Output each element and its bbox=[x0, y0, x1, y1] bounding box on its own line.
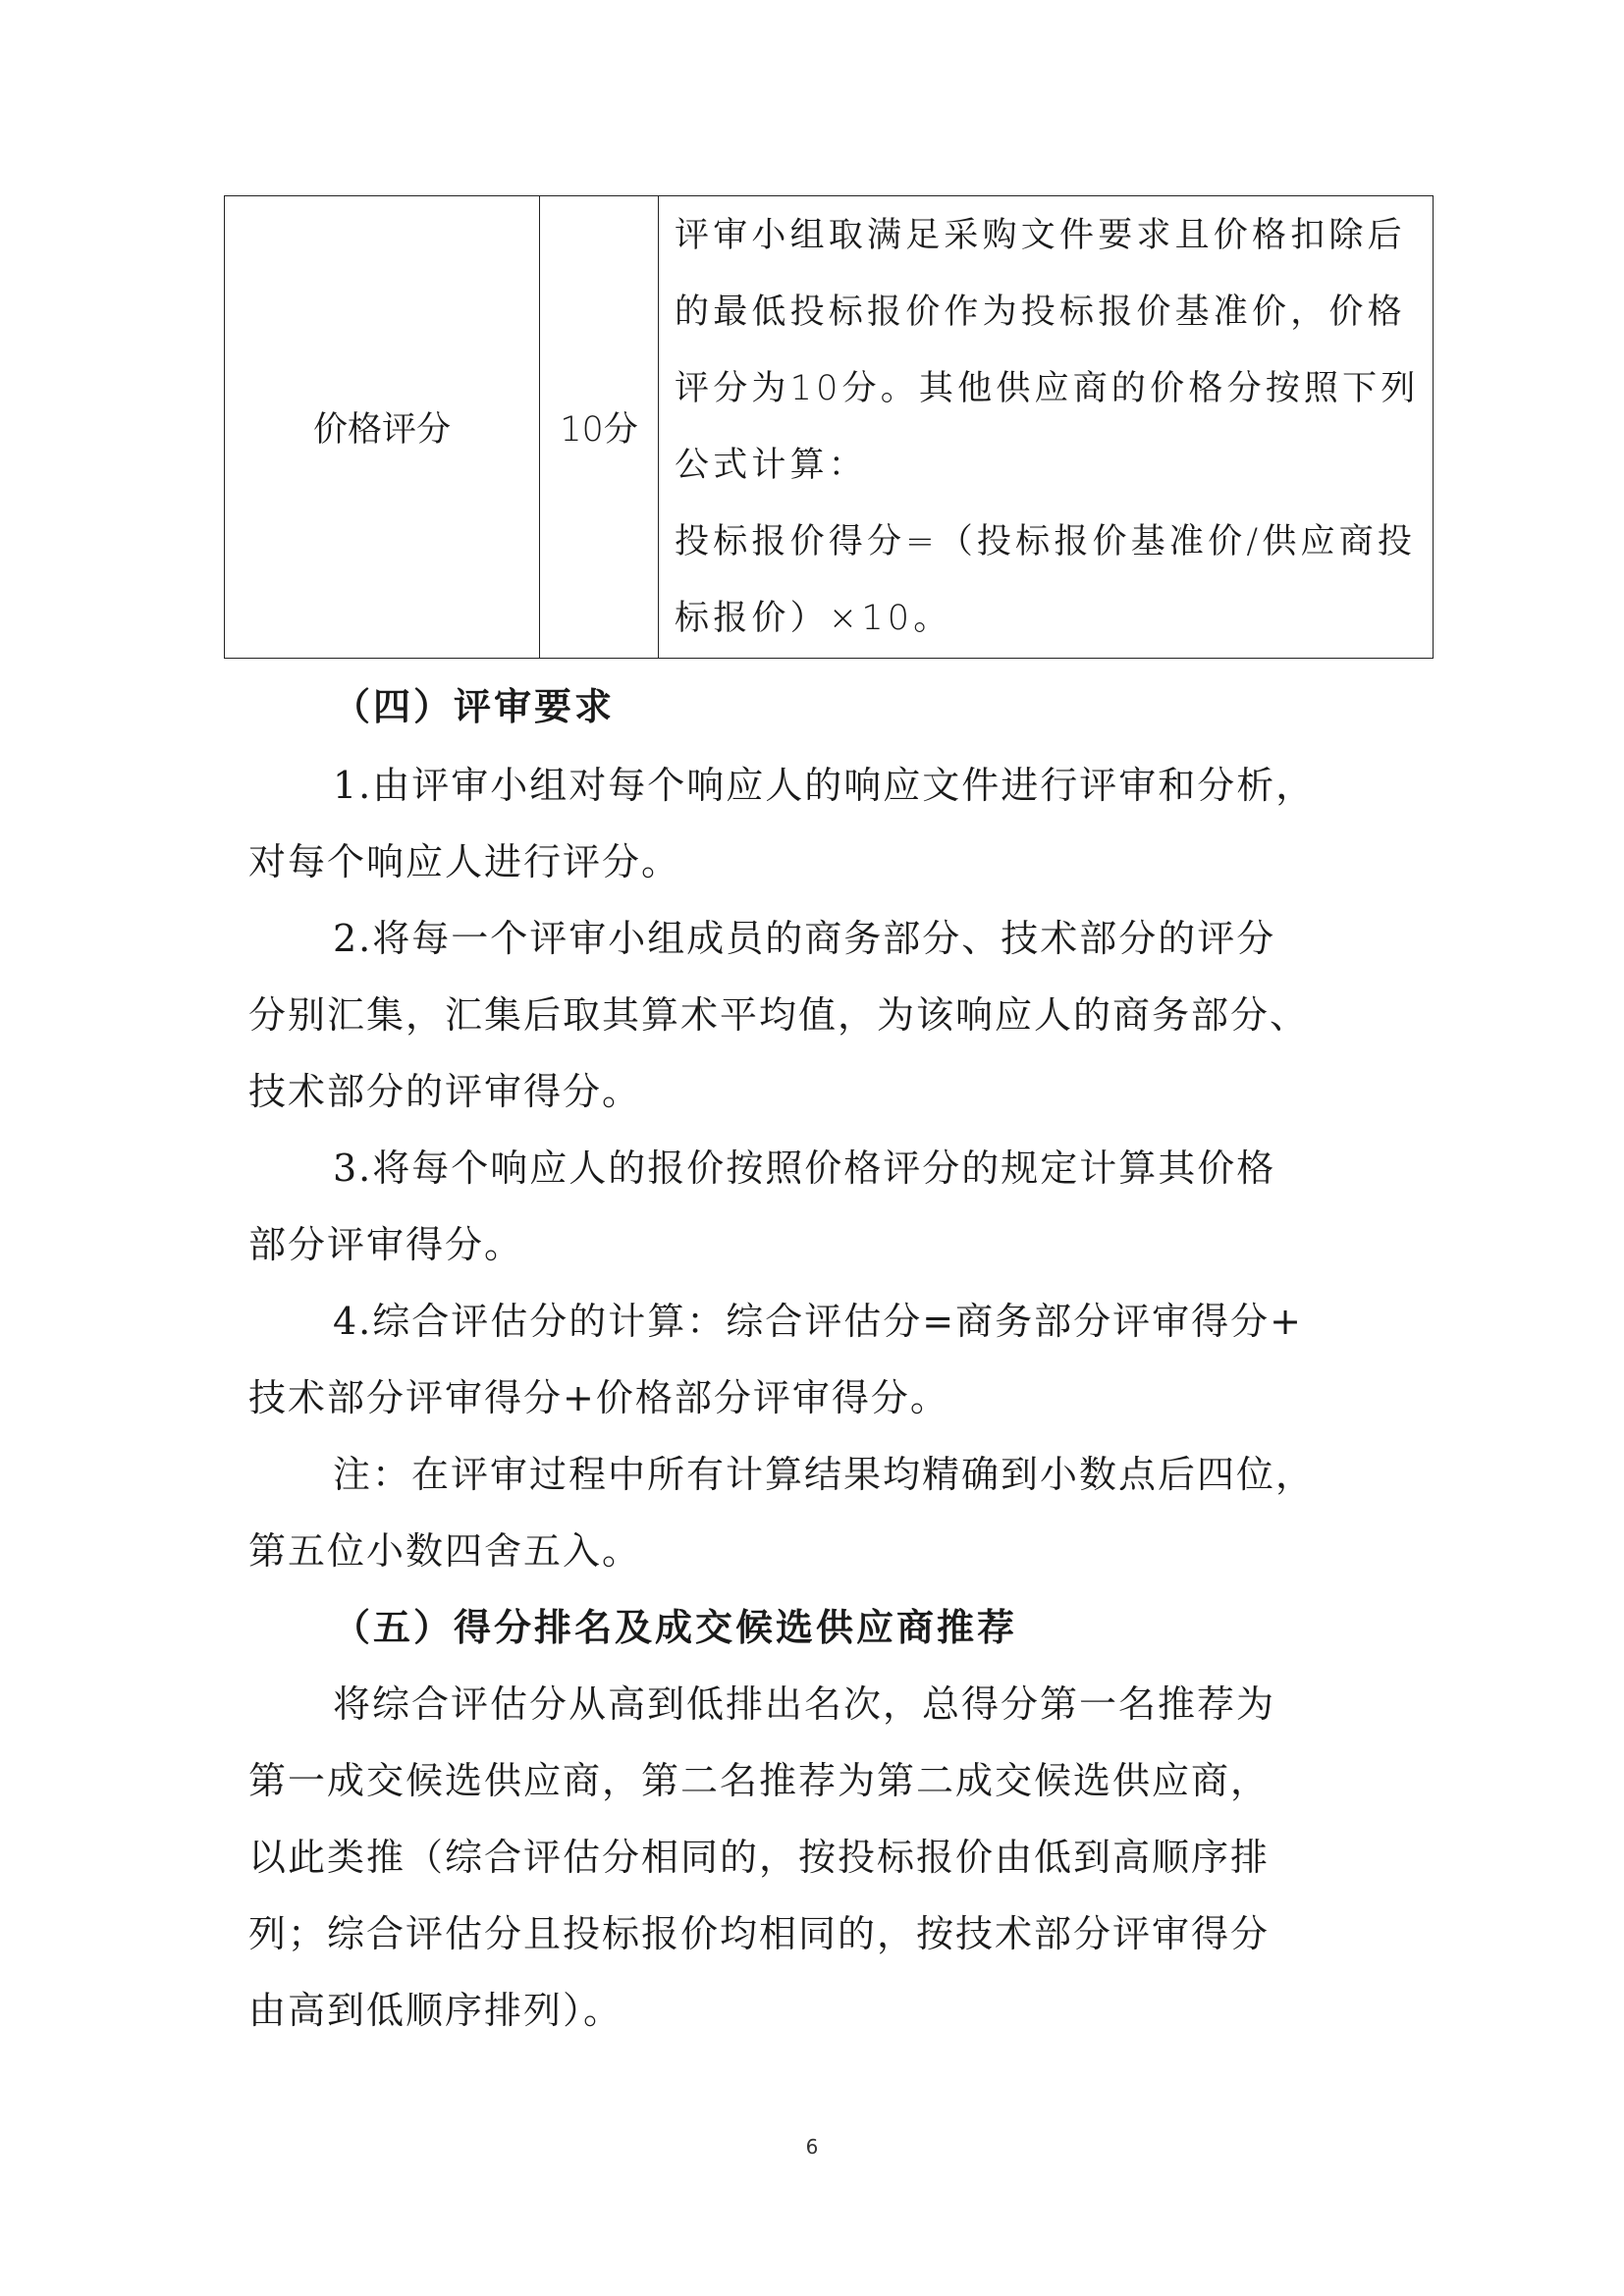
paragraph-line: 部分评审得分。 bbox=[248, 1223, 524, 1266]
paragraph-line: 4.综合评估分的计算：综合评估分=商务部分评审得分+ bbox=[333, 1300, 1303, 1343]
table-row bbox=[225, 196, 1434, 659]
price-scoring-table bbox=[224, 195, 1434, 659]
paragraph-line: 1.由评审小组对每个响应人的响应文件进行评审和分析， bbox=[333, 764, 1316, 807]
paragraph-line: 列；综合评估分且投标报价均相同的，按技术部分评审得分 bbox=[248, 1912, 1271, 1955]
paragraph-line: 由高到低顺序排列）。 bbox=[248, 1989, 623, 2032]
scoring-points-cell: 10分 bbox=[540, 196, 659, 659]
paragraph-line: 对每个响应人进行评分。 bbox=[248, 840, 681, 883]
scoring-description-cell bbox=[659, 196, 1434, 659]
description-line: 标报价）×10。 bbox=[675, 599, 952, 638]
scoring-item-cell: 价格评分 bbox=[225, 196, 540, 659]
note-line: 注：在评审过程中所有计算结果均精确到小数点后四位， bbox=[333, 1453, 1316, 1496]
paragraph-line: 2.将每一个评审小组成员的商务部分、技术部分的评分 bbox=[333, 917, 1276, 960]
page-number: 6 bbox=[805, 2135, 819, 2159]
paragraph-line: 第一成交候选供应商，第二名推荐为第二成交候选供应商， bbox=[248, 1759, 1271, 1802]
paragraph-line: 以此类推（综合评估分相同的，按投标报价由低到高顺序排 bbox=[248, 1836, 1271, 1879]
paragraph-line: 将综合评估分从高到低排出名次，总得分第一名推荐为 bbox=[333, 1682, 1276, 1726]
description-line: 评审小组取满足采购文件要求且价格扣除后 bbox=[675, 216, 1406, 255]
paragraph-line: 技术部分的评审得分。 bbox=[248, 1070, 642, 1113]
description-line: 评分为10分。其他供应商的价格分按照下列 bbox=[675, 369, 1420, 408]
description-line: 的最低投标报价作为投标报价基准价，价格 bbox=[675, 293, 1406, 332]
section-heading-review-requirements: （四）评审要求 bbox=[333, 685, 616, 728]
paragraph-line: 分别汇集，汇集后取其算术平均值，为该响应人的商务部分、 bbox=[248, 993, 1310, 1037]
section-heading-ranking: （五）得分排名及成交候选供应商推荐 bbox=[333, 1606, 1018, 1649]
note-line: 第五位小数四舍五入。 bbox=[248, 1529, 642, 1573]
description-line: 公式计算： bbox=[675, 446, 868, 485]
paragraph-line: 技术部分评审得分+价格部分评审得分。 bbox=[248, 1376, 949, 1419]
paragraph-line: 3.将每个响应人的报价按照价格评分的规定计算其价格 bbox=[333, 1147, 1276, 1190]
description-line: 投标报价得分=（投标报价基准价/供应商投 bbox=[675, 522, 1417, 561]
